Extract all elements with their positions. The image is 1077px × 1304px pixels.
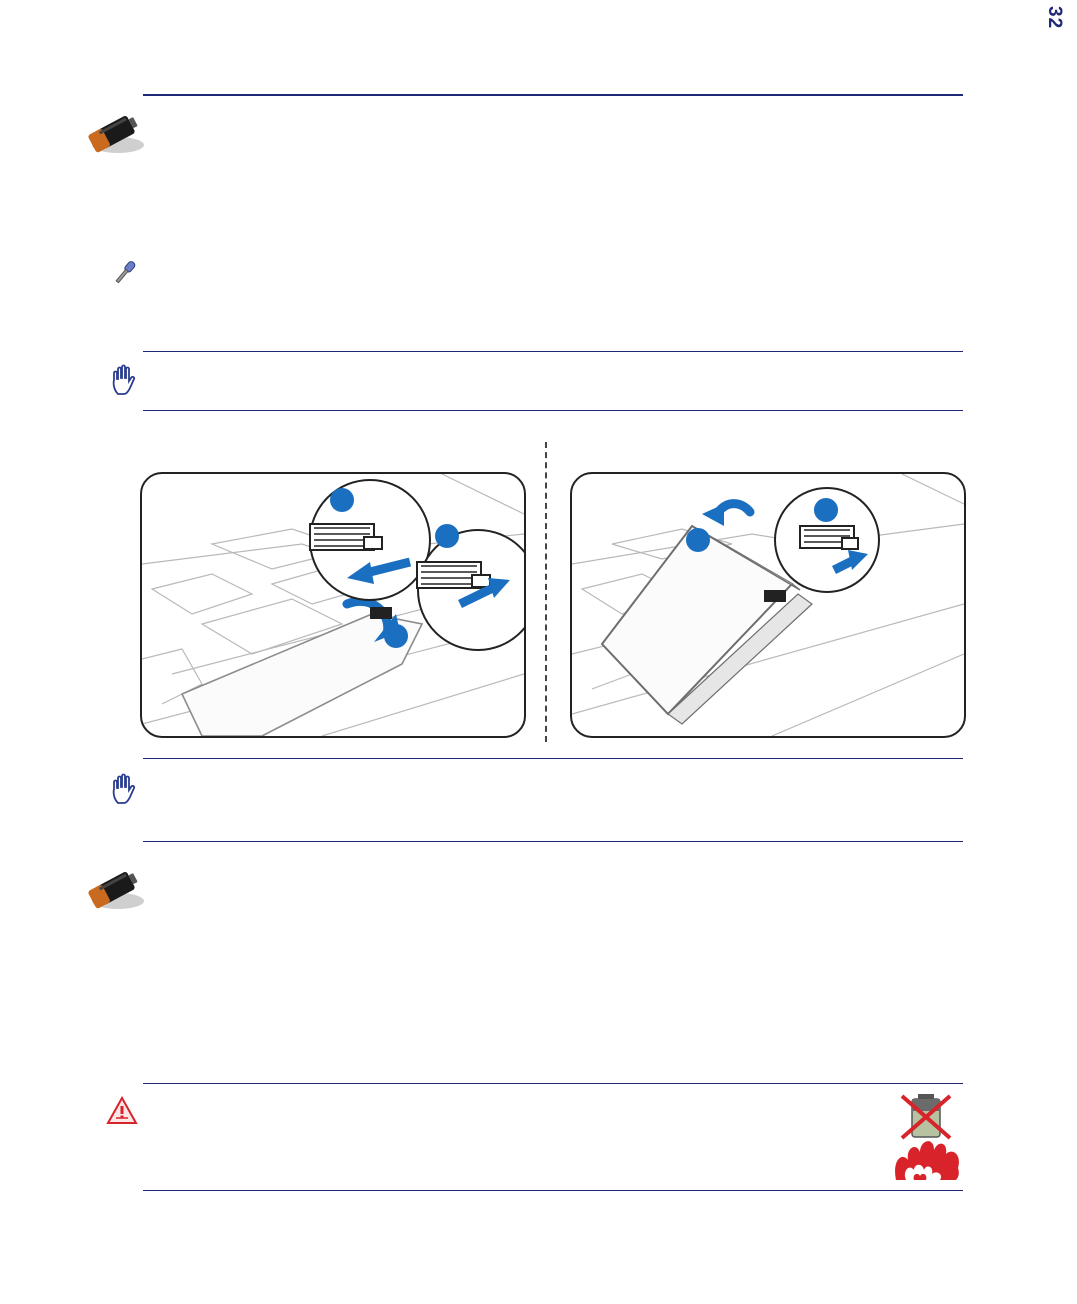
note2-rule-bottom [143, 841, 963, 842]
note2-rule-top [143, 758, 963, 759]
screwdriver-icon [109, 258, 139, 288]
battery-icon [88, 868, 146, 912]
hand-stop-icon [110, 773, 138, 805]
note-rule-bottom [143, 410, 963, 411]
laptop-bottom-illustration-right [572, 474, 964, 736]
warning-rule-top [143, 1083, 963, 1084]
top-rule [143, 94, 963, 96]
warning-triangle-icon [106, 1096, 138, 1126]
note-rule-top [143, 351, 963, 352]
laptop-bottom-illustration-left [142, 474, 524, 736]
page-number: 32 [1044, 6, 1065, 30]
figure-right-panel [570, 472, 966, 738]
no-battery-in-fire-icon [890, 1090, 966, 1182]
figure-left-panel [140, 472, 526, 738]
hand-stop-icon [110, 364, 138, 396]
battery-icon [88, 112, 146, 156]
figure-divider [545, 442, 547, 742]
warning-rule-bottom [143, 1190, 963, 1191]
